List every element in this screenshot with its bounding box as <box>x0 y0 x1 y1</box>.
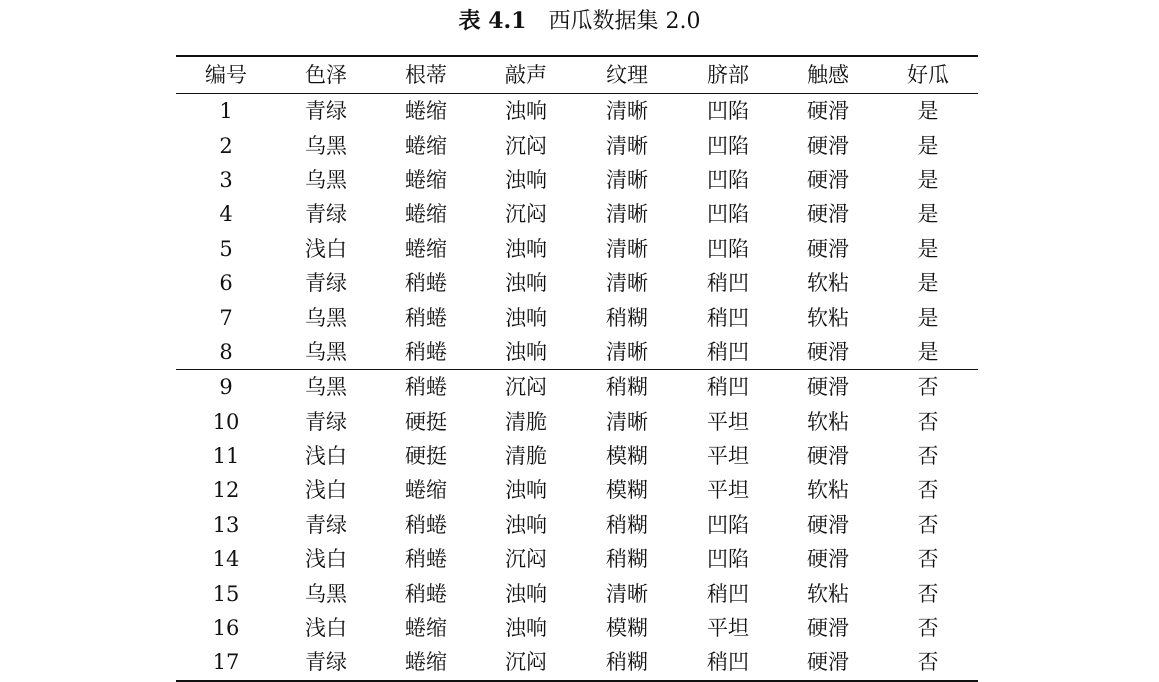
table-cell: 稍蜷 <box>405 581 447 606</box>
table-row <box>176 197 978 231</box>
table-cell: 12 <box>212 478 240 503</box>
table-cell: 稍糊 <box>606 305 648 330</box>
table-cell: 蜷缩 <box>405 167 447 192</box>
table-cell: 13 <box>212 512 240 537</box>
table-cell: 否 <box>917 478 939 503</box>
table-cell: 清晰 <box>606 271 648 296</box>
table-cell: 平坦 <box>707 478 749 503</box>
table-cell: 凹陷 <box>707 133 749 158</box>
table-cell: 浅白 <box>305 547 347 572</box>
column-header: 纹理 <box>606 63 648 87</box>
table-cell: 11 <box>212 444 240 469</box>
table-cell: 稍蜷 <box>405 512 447 537</box>
watermelon-table-container <box>176 55 978 682</box>
table-cell: 乌黑 <box>305 581 347 606</box>
table-cell: 浊响 <box>505 305 547 330</box>
table-cell: 乌黑 <box>305 305 347 330</box>
table-cell: 是 <box>917 133 939 158</box>
table-cell: 浅白 <box>305 616 347 641</box>
table-cell: 硬滑 <box>807 650 849 675</box>
table-cell: 乌黑 <box>305 167 347 192</box>
table-cell: 青绿 <box>305 409 347 434</box>
table-cell: 凹陷 <box>707 167 749 192</box>
table-cell: 否 <box>917 547 939 572</box>
table-cell: 1 <box>219 99 233 124</box>
table-title: 西瓜数据集 2.0 <box>548 9 701 34</box>
table-cell: 青绿 <box>305 650 347 675</box>
table-cell: 清晰 <box>606 99 648 124</box>
table-row <box>176 542 978 576</box>
column-header: 编号 <box>205 63 247 87</box>
header-row <box>176 56 978 94</box>
table-cell: 蜷缩 <box>405 478 447 503</box>
table-cell: 软粘 <box>807 305 849 330</box>
table-cell: 青绿 <box>305 512 347 537</box>
table-cell: 浅白 <box>305 444 347 469</box>
table-row <box>176 335 978 370</box>
table-cell: 稍凹 <box>707 581 749 606</box>
table-cell: 沉闷 <box>505 202 547 227</box>
table-cell: 硬滑 <box>807 444 849 469</box>
table-cell: 平坦 <box>707 409 749 434</box>
table-cell: 硬滑 <box>807 202 849 227</box>
table-row <box>176 128 978 162</box>
table-cell: 否 <box>917 512 939 537</box>
table-cell: 稍蜷 <box>405 375 447 400</box>
table-cell: 平坦 <box>707 444 749 469</box>
table-cell: 凹陷 <box>707 236 749 261</box>
table-cell: 浊响 <box>505 236 547 261</box>
table-cell: 浊响 <box>505 339 547 364</box>
table-cell: 清晰 <box>606 167 648 192</box>
table-cell: 沉闷 <box>505 133 547 158</box>
table-row <box>176 94 978 129</box>
table-cell: 乌黑 <box>305 375 347 400</box>
table-cell: 清晰 <box>606 202 648 227</box>
table-cell: 蜷缩 <box>405 650 447 675</box>
table-cell: 硬滑 <box>807 512 849 537</box>
table-cell: 凹陷 <box>707 547 749 572</box>
table-row <box>176 473 978 507</box>
table-cell: 硬滑 <box>807 616 849 641</box>
table-row <box>176 508 978 542</box>
table-cell: 硬滑 <box>807 339 849 364</box>
table-cell: 否 <box>917 581 939 606</box>
table-row <box>176 370 978 405</box>
table-cell: 稍蜷 <box>405 271 447 296</box>
table-cell: 乌黑 <box>305 133 347 158</box>
table-cell: 硬滑 <box>807 236 849 261</box>
table-row <box>176 576 978 610</box>
table-cell: 青绿 <box>305 271 347 296</box>
table-cell: 2 <box>219 133 233 158</box>
table-cell: 清晰 <box>606 133 648 158</box>
table-cell: 浊响 <box>505 167 547 192</box>
table-cell: 浅白 <box>305 236 347 261</box>
table-cell: 否 <box>917 650 939 675</box>
table-cell: 浊响 <box>505 581 547 606</box>
table-cell: 硬挺 <box>405 444 447 469</box>
table-cell: 9 <box>219 375 233 400</box>
column-header: 色泽 <box>305 63 347 87</box>
table-cell: 5 <box>219 236 233 261</box>
table-cell: 浊响 <box>505 512 547 537</box>
table-cell: 凹陷 <box>707 512 749 537</box>
table-cell: 稍糊 <box>606 375 648 400</box>
table-cell: 3 <box>219 167 233 192</box>
table-cell: 软粘 <box>807 409 849 434</box>
table-cell: 蜷缩 <box>405 236 447 261</box>
table-cell: 稍糊 <box>606 512 648 537</box>
column-header: 根蒂 <box>405 63 447 87</box>
table-cell: 是 <box>917 99 939 124</box>
table-cell: 浊响 <box>505 271 547 296</box>
table-cell: 稍蜷 <box>405 339 447 364</box>
table-cell: 模糊 <box>606 444 648 469</box>
table-cell: 凹陷 <box>707 202 749 227</box>
column-header: 敲声 <box>505 63 547 87</box>
watermelon-dataset-table <box>176 55 978 682</box>
table-cell: 否 <box>917 616 939 641</box>
table-cell: 软粘 <box>807 478 849 503</box>
table-cell: 浊响 <box>505 99 547 124</box>
table-cell: 15 <box>212 581 240 606</box>
table-number: 表 4.1 <box>458 8 527 34</box>
table-cell: 稍凹 <box>707 305 749 330</box>
table-cell: 稍凹 <box>707 339 749 364</box>
table-cell: 清脆 <box>505 409 547 434</box>
table-cell: 是 <box>917 202 939 227</box>
table-cell: 稍凹 <box>707 375 749 400</box>
table-caption <box>0 6 1159 37</box>
table-cell: 硬挺 <box>405 409 447 434</box>
table-cell: 沉闷 <box>505 547 547 572</box>
table-cell: 7 <box>219 305 233 330</box>
table-cell: 浊响 <box>505 616 547 641</box>
table-cell: 17 <box>212 650 240 675</box>
table-row <box>176 405 978 439</box>
table-cell: 平坦 <box>707 616 749 641</box>
table-cell: 模糊 <box>606 616 648 641</box>
table-cell: 4 <box>219 202 233 227</box>
table-cell: 14 <box>212 547 240 572</box>
table-cell: 沉闷 <box>505 375 547 400</box>
table-cell: 浅白 <box>305 478 347 503</box>
table-row <box>176 300 978 334</box>
table-cell: 稍凹 <box>707 271 749 296</box>
table-cell: 清晰 <box>606 581 648 606</box>
table-cell: 凹陷 <box>707 99 749 124</box>
table-cell: 稍糊 <box>606 547 648 572</box>
table-cell: 是 <box>917 236 939 261</box>
table-cell: 蜷缩 <box>405 99 447 124</box>
table-cell: 硬滑 <box>807 133 849 158</box>
table-cell: 硬滑 <box>807 375 849 400</box>
table-row <box>176 645 978 680</box>
table-cell: 稍蜷 <box>405 305 447 330</box>
table-cell: 软粘 <box>807 581 849 606</box>
table-cell: 硬滑 <box>807 99 849 124</box>
table-cell: 否 <box>917 409 939 434</box>
table-cell: 沉闷 <box>505 650 547 675</box>
table-cell: 软粘 <box>807 271 849 296</box>
table-cell: 是 <box>917 339 939 364</box>
table-row <box>176 611 978 645</box>
table-row <box>176 266 978 300</box>
table-cell: 蜷缩 <box>405 133 447 158</box>
table-cell: 否 <box>917 375 939 400</box>
table-cell: 蜷缩 <box>405 202 447 227</box>
table-cell: 是 <box>917 271 939 296</box>
table-row <box>176 439 978 473</box>
table-cell: 是 <box>917 167 939 192</box>
table-cell: 硬滑 <box>807 547 849 572</box>
table-cell: 稍蜷 <box>405 547 447 572</box>
table-cell: 清晰 <box>606 339 648 364</box>
table-cell: 清晰 <box>606 409 648 434</box>
table-body <box>176 94 978 681</box>
table-cell: 清晰 <box>606 236 648 261</box>
table-cell: 稍糊 <box>606 650 648 675</box>
table-cell: 是 <box>917 305 939 330</box>
table-header <box>176 56 978 94</box>
table-cell: 青绿 <box>305 202 347 227</box>
table-cell: 清脆 <box>505 444 547 469</box>
table-cell: 否 <box>917 444 939 469</box>
table-cell: 浊响 <box>505 478 547 503</box>
column-header: 好瓜 <box>907 63 949 87</box>
table-cell: 6 <box>219 271 233 296</box>
table-cell: 稍凹 <box>707 650 749 675</box>
column-header: 触感 <box>807 63 849 87</box>
table-row <box>176 163 978 197</box>
table-row <box>176 232 978 266</box>
column-header: 脐部 <box>707 63 749 87</box>
table-cell: 16 <box>212 616 240 641</box>
table-cell: 蜷缩 <box>405 616 447 641</box>
table-cell: 模糊 <box>606 478 648 503</box>
table-cell: 硬滑 <box>807 167 849 192</box>
table-cell: 8 <box>219 339 233 364</box>
table-cell: 青绿 <box>305 99 347 124</box>
table-cell: 乌黑 <box>305 339 347 364</box>
table-cell: 10 <box>212 409 240 434</box>
